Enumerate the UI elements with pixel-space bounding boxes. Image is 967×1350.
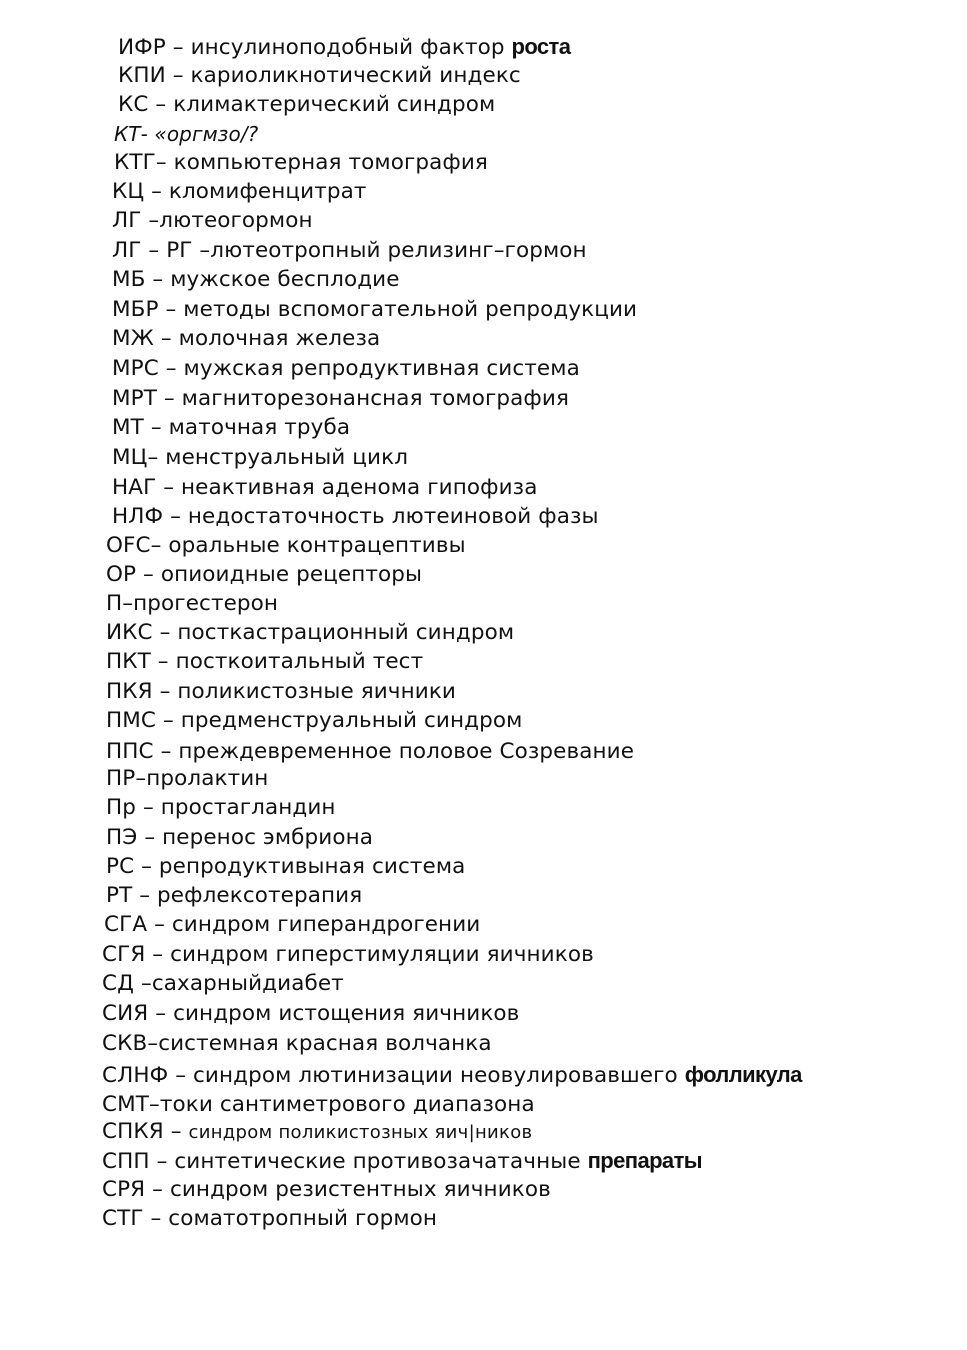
abbreviation-separator: – (152, 679, 178, 704)
abbreviation-term: П (106, 591, 123, 616)
abbreviation-definition: магниторезонансная томография (181, 386, 569, 411)
abbreviation-term: ПКТ (106, 649, 151, 674)
abbreviation-line (106, 533, 466, 559)
abbreviation-definition: маточная труба (168, 415, 351, 440)
abbreviation-definition: токи сантиметрового диапазона (159, 1092, 535, 1117)
abbreviation-term: МРТ (112, 386, 157, 411)
abbreviation-separator: – (158, 297, 184, 322)
abbreviation-definition: репродуктивыная система (158, 854, 466, 879)
abbreviation-term: ИКС (106, 620, 153, 645)
abbreviation-definition: мужское бесплодие (170, 267, 400, 292)
abbreviation-separator: – (145, 1177, 170, 1202)
abbreviation-line (106, 562, 422, 588)
abbreviation-separator: – (165, 63, 191, 88)
abbreviation-term: МТ (112, 415, 144, 440)
abbreviation-definition: пролактин (146, 766, 269, 791)
abbreviation-line (104, 912, 480, 938)
abbreviation-definition: компьютерная томография (173, 150, 488, 175)
abbreviation-definition: простагландин (160, 795, 336, 820)
abbreviation-term: ППС (106, 739, 154, 764)
abbreviation-term: КТГ (114, 150, 156, 175)
abbreviation-separator: – (150, 649, 176, 674)
abbreviation-definition: «оргмзо/? (154, 122, 259, 146)
abbreviation-term: ЛГ (112, 208, 142, 233)
abbreviation-line (102, 1177, 551, 1203)
abbreviation-line (112, 267, 400, 293)
abbreviation-line (106, 883, 362, 909)
abbreviation-separator: – (158, 356, 184, 381)
abbreviation-definition: климактерический синдром (173, 92, 496, 117)
abbreviation-term: КЦ (112, 179, 145, 204)
abbreviation-line (106, 591, 278, 617)
abbreviation-separator: – (132, 883, 158, 908)
abbreviation-separator: – (156, 475, 182, 500)
abbreviation-term: OFC (106, 533, 151, 558)
abbreviation-definition: синдром лютинизации неовулировавшего (192, 1063, 685, 1088)
abbreviation-separator: – (143, 415, 169, 440)
abbreviation-separator: – (156, 708, 181, 733)
abbreviation-definition-bold: препараты (587, 1148, 702, 1173)
abbreviation-term: СГА (104, 912, 148, 937)
abbreviation-term: СМТ (102, 1092, 149, 1117)
abbreviation-definition: молочная железа (178, 326, 381, 351)
abbreviation-line (102, 971, 344, 997)
abbreviation-definition: менструальный цикл (165, 445, 409, 470)
abbreviation-definition: оральные контрацептивы (168, 533, 466, 558)
abbreviation-line (106, 739, 634, 765)
abbreviation-definition: недостаточность лютеиновой фазы (187, 504, 599, 529)
abbreviation-definition: посткоитальный тест (175, 649, 424, 674)
abbreviation-line (102, 1062, 802, 1089)
abbreviation-line (118, 92, 495, 118)
abbreviation-term: СГЯ (102, 942, 146, 967)
abbreviation-line (112, 386, 569, 412)
abbreviation-line (102, 1119, 532, 1146)
abbreviation-term: ПМС (106, 708, 157, 733)
abbreviation-separator: – (149, 1092, 160, 1117)
abbreviation-separator: – (141, 208, 160, 233)
abbreviation-definition: инсулиноподобный фактор (190, 35, 512, 60)
abbreviation-definition: лютеогормон (159, 208, 313, 233)
abbreviation-separator: - (140, 122, 155, 146)
abbreviation-separator: – (153, 326, 179, 351)
abbreviation-term: МБ (112, 267, 146, 292)
abbreviation-term: ПР (106, 766, 136, 791)
abbreviation-term: КТ (114, 122, 141, 146)
abbreviation-term: СРЯ (102, 1177, 146, 1202)
abbreviation-definition: лютеотропный релизинг–гормон (210, 238, 587, 263)
abbreviation-term: ИФР (118, 35, 166, 60)
abbreviation-separator: – (136, 795, 161, 820)
abbreviation-definition: синдром резистентных яичников (169, 1177, 551, 1202)
abbreviation-line (106, 854, 465, 880)
abbreviation-line (118, 34, 570, 61)
abbreviation-separator: – (155, 150, 174, 175)
abbreviation-line (102, 1092, 535, 1118)
abbreviation-definition: неактивная аденома гипофиза (181, 475, 538, 500)
abbreviation-definition: синдром поликистозных яич|ников (188, 1122, 533, 1143)
abbreviation-term: Пр (106, 795, 137, 820)
abbreviation-term: СД (102, 971, 135, 996)
abbreviation-line (106, 679, 456, 705)
abbreviation-line (106, 708, 522, 734)
abbreviation-line (102, 1001, 519, 1027)
abbreviation-line (112, 238, 587, 264)
abbreviation-term: МЖ (112, 326, 154, 351)
abbreviation-definition: сахарныйдиабет (151, 971, 344, 996)
abbreviation-term: СПКЯ (102, 1119, 164, 1144)
abbreviation-term: ОР (106, 562, 137, 587)
abbreviation-definition: преждевременное половое Созревание (178, 739, 635, 764)
abbreviation-term: МРС (112, 356, 159, 381)
abbreviation-definition: синдром гиперстимуляции яичников (170, 942, 594, 967)
abbreviation-term: МЦ (112, 445, 148, 470)
abbreviation-separator: – (144, 179, 169, 204)
abbreviation-line (112, 326, 380, 352)
abbreviation-separator: – (152, 620, 178, 645)
abbreviation-line (112, 504, 599, 530)
abbreviation-term: ЛГ – РГ (112, 238, 193, 263)
abbreviation-line (102, 1206, 437, 1232)
abbreviation-line (102, 1148, 702, 1175)
abbreviation-definition: системная красная волчанка (158, 1031, 492, 1056)
abbreviation-line (112, 475, 537, 501)
abbreviation-separator: – (143, 1206, 169, 1231)
abbreviation-line (112, 297, 637, 323)
abbreviation-term: СКВ (102, 1031, 148, 1056)
abbreviation-separator: – (149, 1149, 175, 1174)
abbreviation-term: СТГ (102, 1206, 144, 1231)
abbreviation-line (102, 942, 594, 968)
abbreviation-separator: – (163, 1119, 189, 1144)
abbreviation-line (106, 766, 268, 792)
abbreviation-definition: поликистозные яичники (177, 679, 456, 704)
abbreviation-separator: – (192, 238, 211, 263)
abbreviation-definition: кариоликнотический индекс (190, 63, 521, 88)
abbreviation-line (102, 1031, 492, 1057)
abbreviation-definition: опиоидные рецепторы (160, 562, 423, 587)
abbreviation-line (112, 445, 408, 471)
abbreviation-term: СЛНФ (102, 1063, 169, 1088)
abbreviation-definition: синтетические противозачатачные (174, 1149, 588, 1174)
abbreviation-line (114, 121, 258, 148)
abbreviation-line (112, 415, 350, 441)
abbreviation-line (106, 620, 514, 646)
abbreviation-line (112, 179, 367, 205)
abbreviation-term: МБР (112, 297, 159, 322)
abbreviation-separator: – (148, 92, 174, 117)
abbreviation-line (112, 208, 313, 234)
abbreviation-definition: перенос эмбриона (162, 825, 374, 850)
abbreviation-separator: – (135, 766, 147, 791)
abbreviation-term: НЛФ (112, 504, 164, 529)
abbreviation-separator: – (150, 533, 169, 558)
abbreviation-separator: – (145, 942, 171, 967)
abbreviation-line (106, 795, 336, 821)
abbreviation-separator: – (165, 35, 191, 60)
abbreviation-separator: – (134, 971, 152, 996)
abbreviation-separator: – (148, 1001, 174, 1026)
abbreviation-term: СИЯ (102, 1001, 149, 1026)
abbreviation-definition-bold: роста (511, 34, 571, 59)
abbreviation-term: НАГ (112, 475, 157, 500)
abbreviation-definition: соматотропный гормон (168, 1206, 438, 1231)
abbreviation-definition: мужская репродуктивная система (183, 356, 580, 381)
abbreviation-separator: – (122, 591, 134, 616)
abbreviation-definition: синдром гиперандрогении (171, 912, 481, 937)
abbreviation-separator: – (136, 562, 161, 587)
abbreviation-line (106, 825, 373, 851)
abbreviation-definition: прогестерон (133, 591, 279, 616)
abbreviation-term: КС (118, 92, 149, 117)
abbreviation-line (112, 356, 580, 382)
abbreviation-definition: предменструальный синдром (180, 708, 523, 733)
abbreviation-definition: кломифенцитрат (168, 179, 367, 204)
abbreviation-definition: рефлексотерапия (157, 883, 363, 908)
abbreviation-separator: – (163, 504, 188, 529)
abbreviation-line (106, 649, 423, 675)
abbreviation-line (114, 150, 488, 176)
abbreviation-separator: – (145, 267, 171, 292)
abbreviation-separator: – (134, 854, 159, 879)
abbreviation-term: СПП (102, 1149, 150, 1174)
abbreviation-term: КПИ (118, 63, 166, 88)
abbreviation-separator: – (156, 386, 182, 411)
abbreviation-separator: – (137, 825, 163, 850)
abbreviation-definition-bold: фолликула (684, 1062, 802, 1087)
abbreviation-term: ПКЯ (106, 679, 153, 704)
abbreviation-term: РС (106, 854, 135, 879)
abbreviation-definition: синдром истощения яичников (173, 1001, 520, 1026)
abbreviation-separator: – (147, 1031, 159, 1056)
abbreviation-separator: – (153, 739, 179, 764)
abbreviation-separator: – (147, 445, 166, 470)
abbreviation-separator: – (147, 912, 172, 937)
abbreviation-separator: – (168, 1063, 193, 1088)
abbreviation-definition: посткастрационный синдром (177, 620, 515, 645)
abbreviation-term: РТ (106, 883, 133, 908)
abbreviation-definition: методы вспомогательной репродукции (183, 297, 638, 322)
abbreviation-line (118, 63, 521, 89)
abbreviation-term: ПЭ (106, 825, 138, 850)
